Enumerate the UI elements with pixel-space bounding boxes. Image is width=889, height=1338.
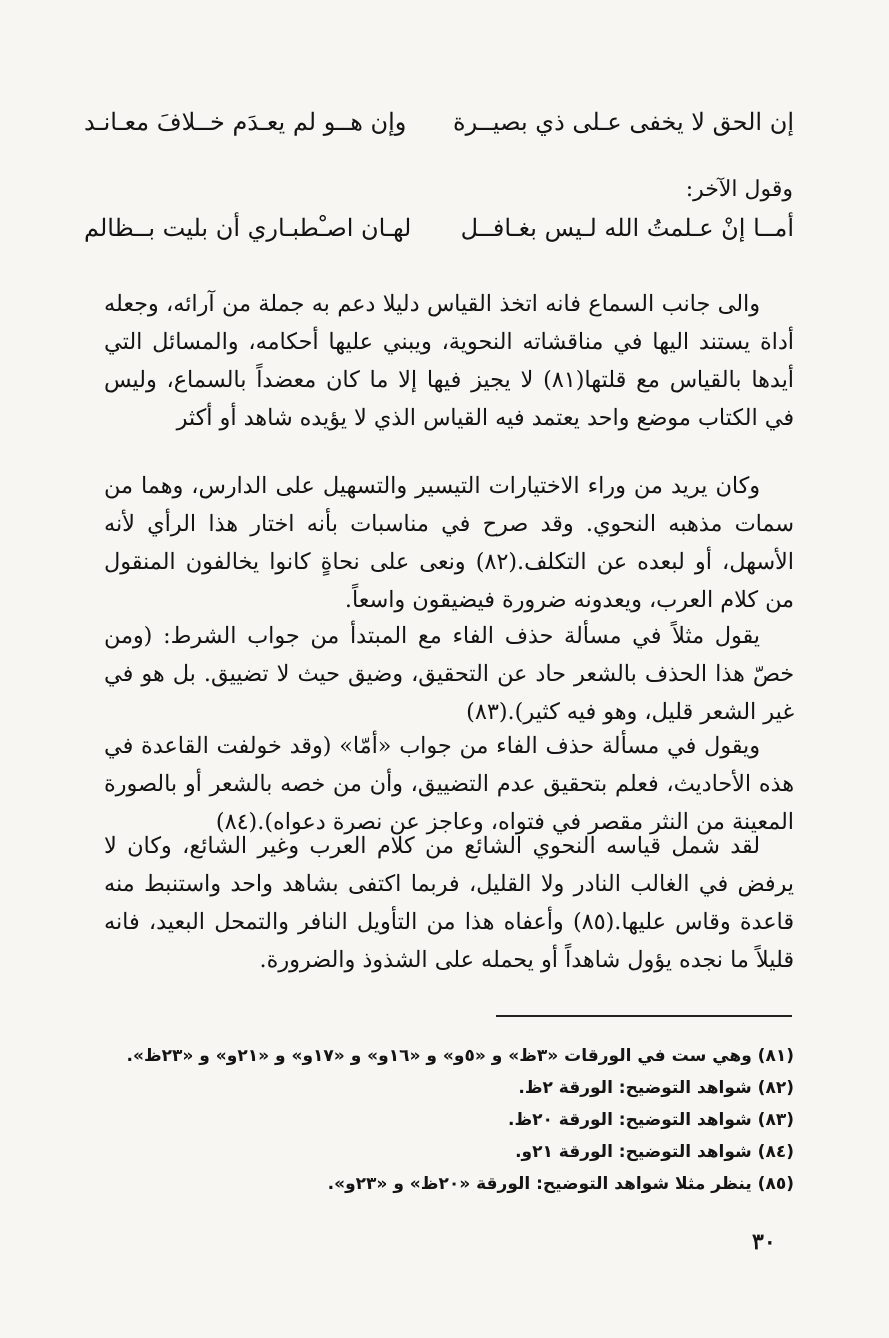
paragraph-2: وكان يريد من وراء الاختيارات التيسير والتسهيل على الدارس، وهما من سمات مذهبه النحوي. وقد صرح في مناسبات بأنه اختار هذا الرأي لأنه الأسهل، أو لبعده عن التكلف.(٨٢) ونعى على نحاةٍ كانوا يخالفون المنقول من كلام العرب، ويعدونه ضرورة فيضيقون واسعاً.: [104, 473, 794, 613]
verse-line-2: [84, 208, 794, 248]
footnote-82: (٨٢) شواهد التوضيح: الورقة ٢ظ.: [518, 1078, 794, 1098]
verse-1-first-hemistich: إن الحق لا يخفى عـلى ذي بصيــرة: [453, 108, 794, 136]
verse-line-1: [84, 102, 794, 142]
footnote-84: (٨٤) شواهد التوضيح: الورقة ٢١و.: [515, 1142, 794, 1162]
paragraph-1: والى جانب السماع فانه اتخذ القياس دليلا دعم به جملة من آرائه، وجعله أداة يستند اليها في مناقشاته النحوية، ويبني عليها أحكامه، والمسائل التي أيدها بالقياس مع قلتها(٨١) لا يجيز فيها إلا ما كان معضداً بالسماع، وليس في الكتاب موضع واحد يعتمد فيه القياس الذي لا يؤيده شاهد أو أكثر: [104, 291, 795, 431]
footnotes-list: [126, 1040, 794, 1200]
footnote-81: (٨١) وهي ست في الورقات «٣ظ» و «٥و» و «١٦و» و «١٧و» و «٢١و» و «٢٣ظ».: [126, 1046, 794, 1066]
paragraph-5: لقد شمل قياسه النحوي الشائع من كلام العرب وغير الشائع، وكان لا يرفض في الغالب النادر ولا القليل، فربما اكتفى بشاهد واحد واستنبط منه قاعدة وقاس عليها.(٨٥) وأعفاه هذا من التأويل النافر والتمحل البعيد، فانه قليلاً ما نجده يؤول شاهداً أو يحمله على الشذوذ والضرورة.: [104, 833, 794, 973]
page-number: ٣٠: [752, 1229, 776, 1255]
paragraph-4: ويقول في مسألة حذف الفاء من جواب «أمّا» (وقد خولفت القاعدة في هذه الأحاديث، فعلم بتحقيق عدم التضييق، وأن من خصه بالشعر أو بالصورة المعينة من النثر مقصر في فتواه، وعاجز عن نصرة دعواه).(٨٤): [104, 733, 794, 835]
intro-line: وقول الآخر:: [685, 177, 793, 202]
footnote-85: (٨٥) ينظر مثلا شواهد التوضيح: الورقة «٢٠ظ» و «٢٣و».: [327, 1174, 794, 1194]
verse-2-first-hemistich: أمــا إنْ عـلمتُ الله لـيس بغـافــل: [460, 214, 794, 242]
verse-2-second-hemistich: لهـان اصـْطبـاري أن بليت بــظالم: [84, 214, 412, 242]
verse-1-second-hemistich: وإن هــو لم يعـدَم خــلافَ معـانـد: [84, 108, 407, 136]
footnote-divider: [496, 1015, 792, 1017]
paragraph-3: يقول مثلاً في مسألة حذف الفاء مع المبتدأ من جواب الشرط: (ومن خصّ هذا الحذف بالشعر حاد عن التحقيق، وضيق حيث لا تضييق. بل هو في غير الشعر قليل، وهو فيه كثير).(٨٣): [104, 623, 794, 725]
footnote-83: (٨٣) شواهد التوضيح: الورقة ٢٠ظ.: [507, 1110, 794, 1130]
